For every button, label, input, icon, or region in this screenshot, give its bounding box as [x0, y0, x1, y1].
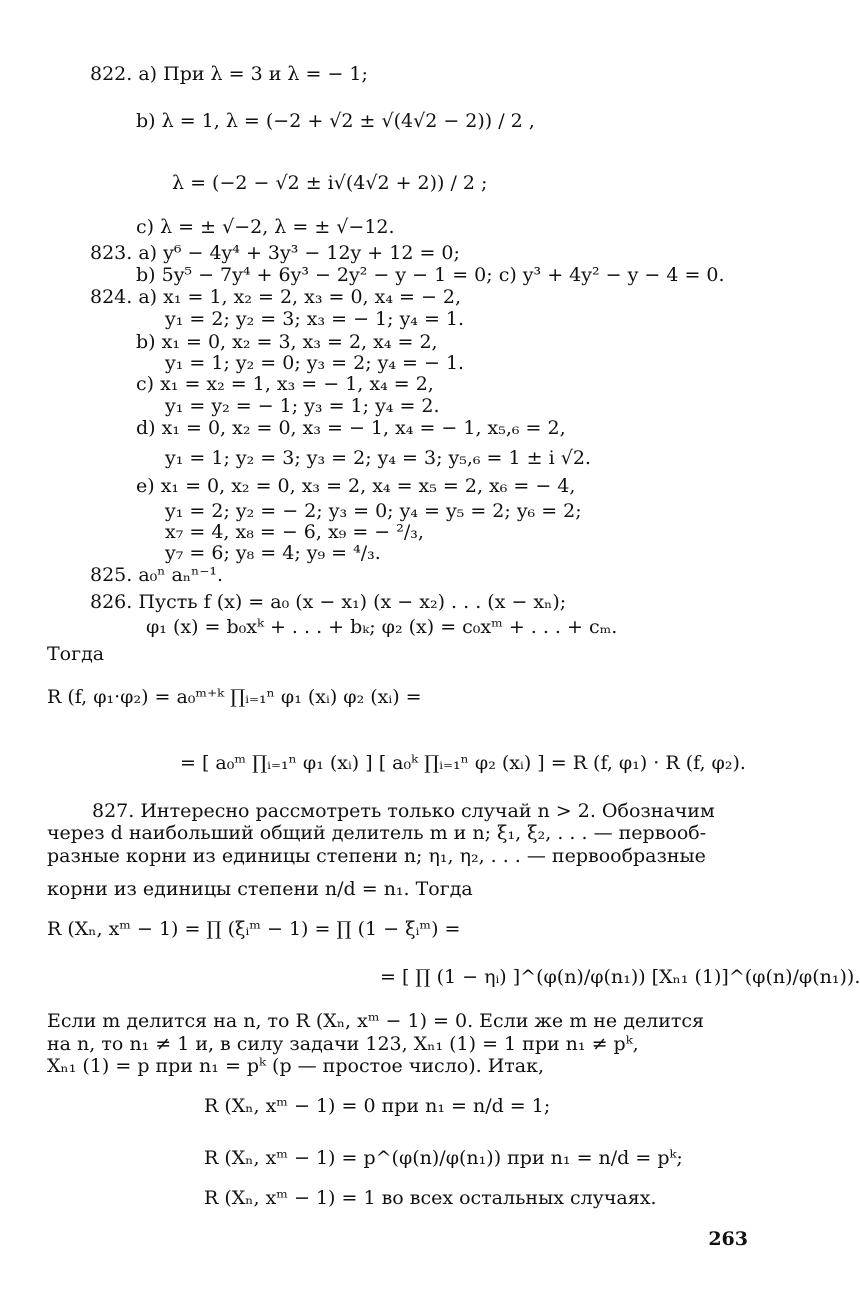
text-line: = [ ∏ (1 − ηᵢ) ]^(φ(n)/φ(n₁)) [Xₙ₁ (1)]^(φ(n)/φ(n₁)).: [380, 966, 860, 988]
text-line: b) λ = 1, λ = (−2 + √2 ± √(4√2 − 2)) / 2 ,: [136, 110, 535, 132]
text-line: b) x₁ = 0, x₂ = 3, x₃ = 2, x₄ = 2,: [136, 331, 438, 353]
text-line: λ = (−2 − √2 ± i√(4√2 + 2)) / 2 ;: [172, 172, 488, 194]
text-line: = [ a₀ᵐ ∏ᵢ₌₁ⁿ φ₁ (xᵢ) ] [ a₀ᵏ ∏ᵢ₌₁ⁿ φ₂ (xᵢ) ] = R (f, φ₁) · R (f, φ₂).: [180, 752, 746, 774]
text-line: 825. a₀ⁿ aₙⁿ⁻¹.: [90, 564, 223, 586]
text-line: 824. a) x₁ = 1, x₂ = 2, x₃ = 0, x₄ = − 2,: [90, 286, 462, 308]
text-line: e) x₁ = 0, x₂ = 0, x₃ = 2, x₄ = x₅ = 2, x₆ = − 4,: [136, 475, 576, 497]
text-line: 826. Пусть f (x) = a₀ (x − x₁) (x − x₂) . . . (x − xₙ);: [90, 591, 567, 613]
text-line: на n, то n₁ ≠ 1 и, в силу задачи 123, Xₙ₁ (1) = 1 при n₁ ≠ pᵏ,: [47, 1033, 639, 1055]
text-line: Тогда: [47, 643, 105, 665]
text-line: R (Xₙ, xᵐ − 1) = 0 при n₁ = n/d = 1;: [204, 1095, 551, 1117]
text-line: y₁ = 2; y₂ = 3; x₃ = − 1; y₄ = 1.: [165, 308, 465, 330]
text-line: корни из единицы степени n/d = n₁. Тогда: [47, 878, 473, 900]
text-line: y₁ = 2; y₂ = − 2; y₃ = 0; y₄ = y₅ = 2; y₆ = 2;: [165, 500, 582, 522]
text-line: c) x₁ = x₂ = 1, x₃ = − 1, x₄ = 2,: [136, 373, 434, 395]
text-line: c) λ = ± √−2, λ = ± √−12.: [136, 216, 395, 238]
text-line: Если m делится на n, то R (Xₙ, xᵐ − 1) = 0. Если же m не делится: [47, 1010, 705, 1032]
text-line: y₁ = 1; y₂ = 0; y₃ = 2; y₄ = − 1.: [165, 352, 465, 374]
text-line: R (Xₙ, xᵐ − 1) = 1 во всех остальных случаях.: [204, 1187, 657, 1209]
text-line: Xₙ₁ (1) = p при n₁ = pᵏ (p — простое число). Итак,: [47, 1055, 545, 1077]
text-line: R (f, φ₁·φ₂) = a₀ᵐ⁺ᵏ ∏ᵢ₌₁ⁿ φ₁ (xᵢ) φ₂ (xᵢ) =: [47, 686, 422, 708]
text-line: b) 5y⁵ − 7y⁴ + 6y³ − 2y² − y − 1 = 0; c) y³ + 4y² − y − 4 = 0.: [136, 264, 725, 286]
text-line: d) x₁ = 0, x₂ = 0, x₃ = − 1, x₄ = − 1, x₅,₆ = 2,: [136, 417, 566, 439]
text-line: y₁ = y₂ = − 1; y₃ = 1; y₄ = 2.: [165, 395, 440, 417]
text-line: 823. a) y⁶ − 4y⁴ + 3y³ − 12y + 12 = 0;: [90, 242, 460, 264]
text-line: через d наибольший общий делитель m и n; ξ₁, ξ₂, . . . — первооб-: [47, 822, 707, 844]
text-line: 822. a) При λ = 3 и λ = − 1;: [90, 63, 368, 85]
text-line: x₇ = 4, x₈ = − 6, x₉ = − ²/₃,: [165, 521, 424, 543]
text-line: y₁ = 1; y₂ = 3; y₃ = 2; y₄ = 3; y₅,₆ = 1 ± i √2.: [165, 447, 591, 469]
page-number: 263: [708, 1228, 748, 1250]
text-line: 827. Интересно рассмотреть только случай n > 2. Обозначим: [92, 800, 715, 822]
text-line: разные корни из единицы степени n; η₁, η₂, . . . — первообразные: [47, 845, 706, 867]
text-line: R (Xₙ, xᵐ − 1) = ∏ (ξᵢᵐ − 1) = ∏ (1 − ξᵢᵐ) =: [47, 918, 461, 940]
text-line: φ₁ (x) = b₀xᵏ + . . . + bₖ; φ₂ (x) = c₀xᵐ + . . . + cₘ.: [146, 616, 618, 638]
text-line: y₇ = 6; y₈ = 4; y₉ = ⁴/₃.: [165, 542, 381, 564]
text-line: R (Xₙ, xᵐ − 1) = p^(φ(n)/φ(n₁)) при n₁ = n/d = pᵏ;: [204, 1147, 683, 1169]
